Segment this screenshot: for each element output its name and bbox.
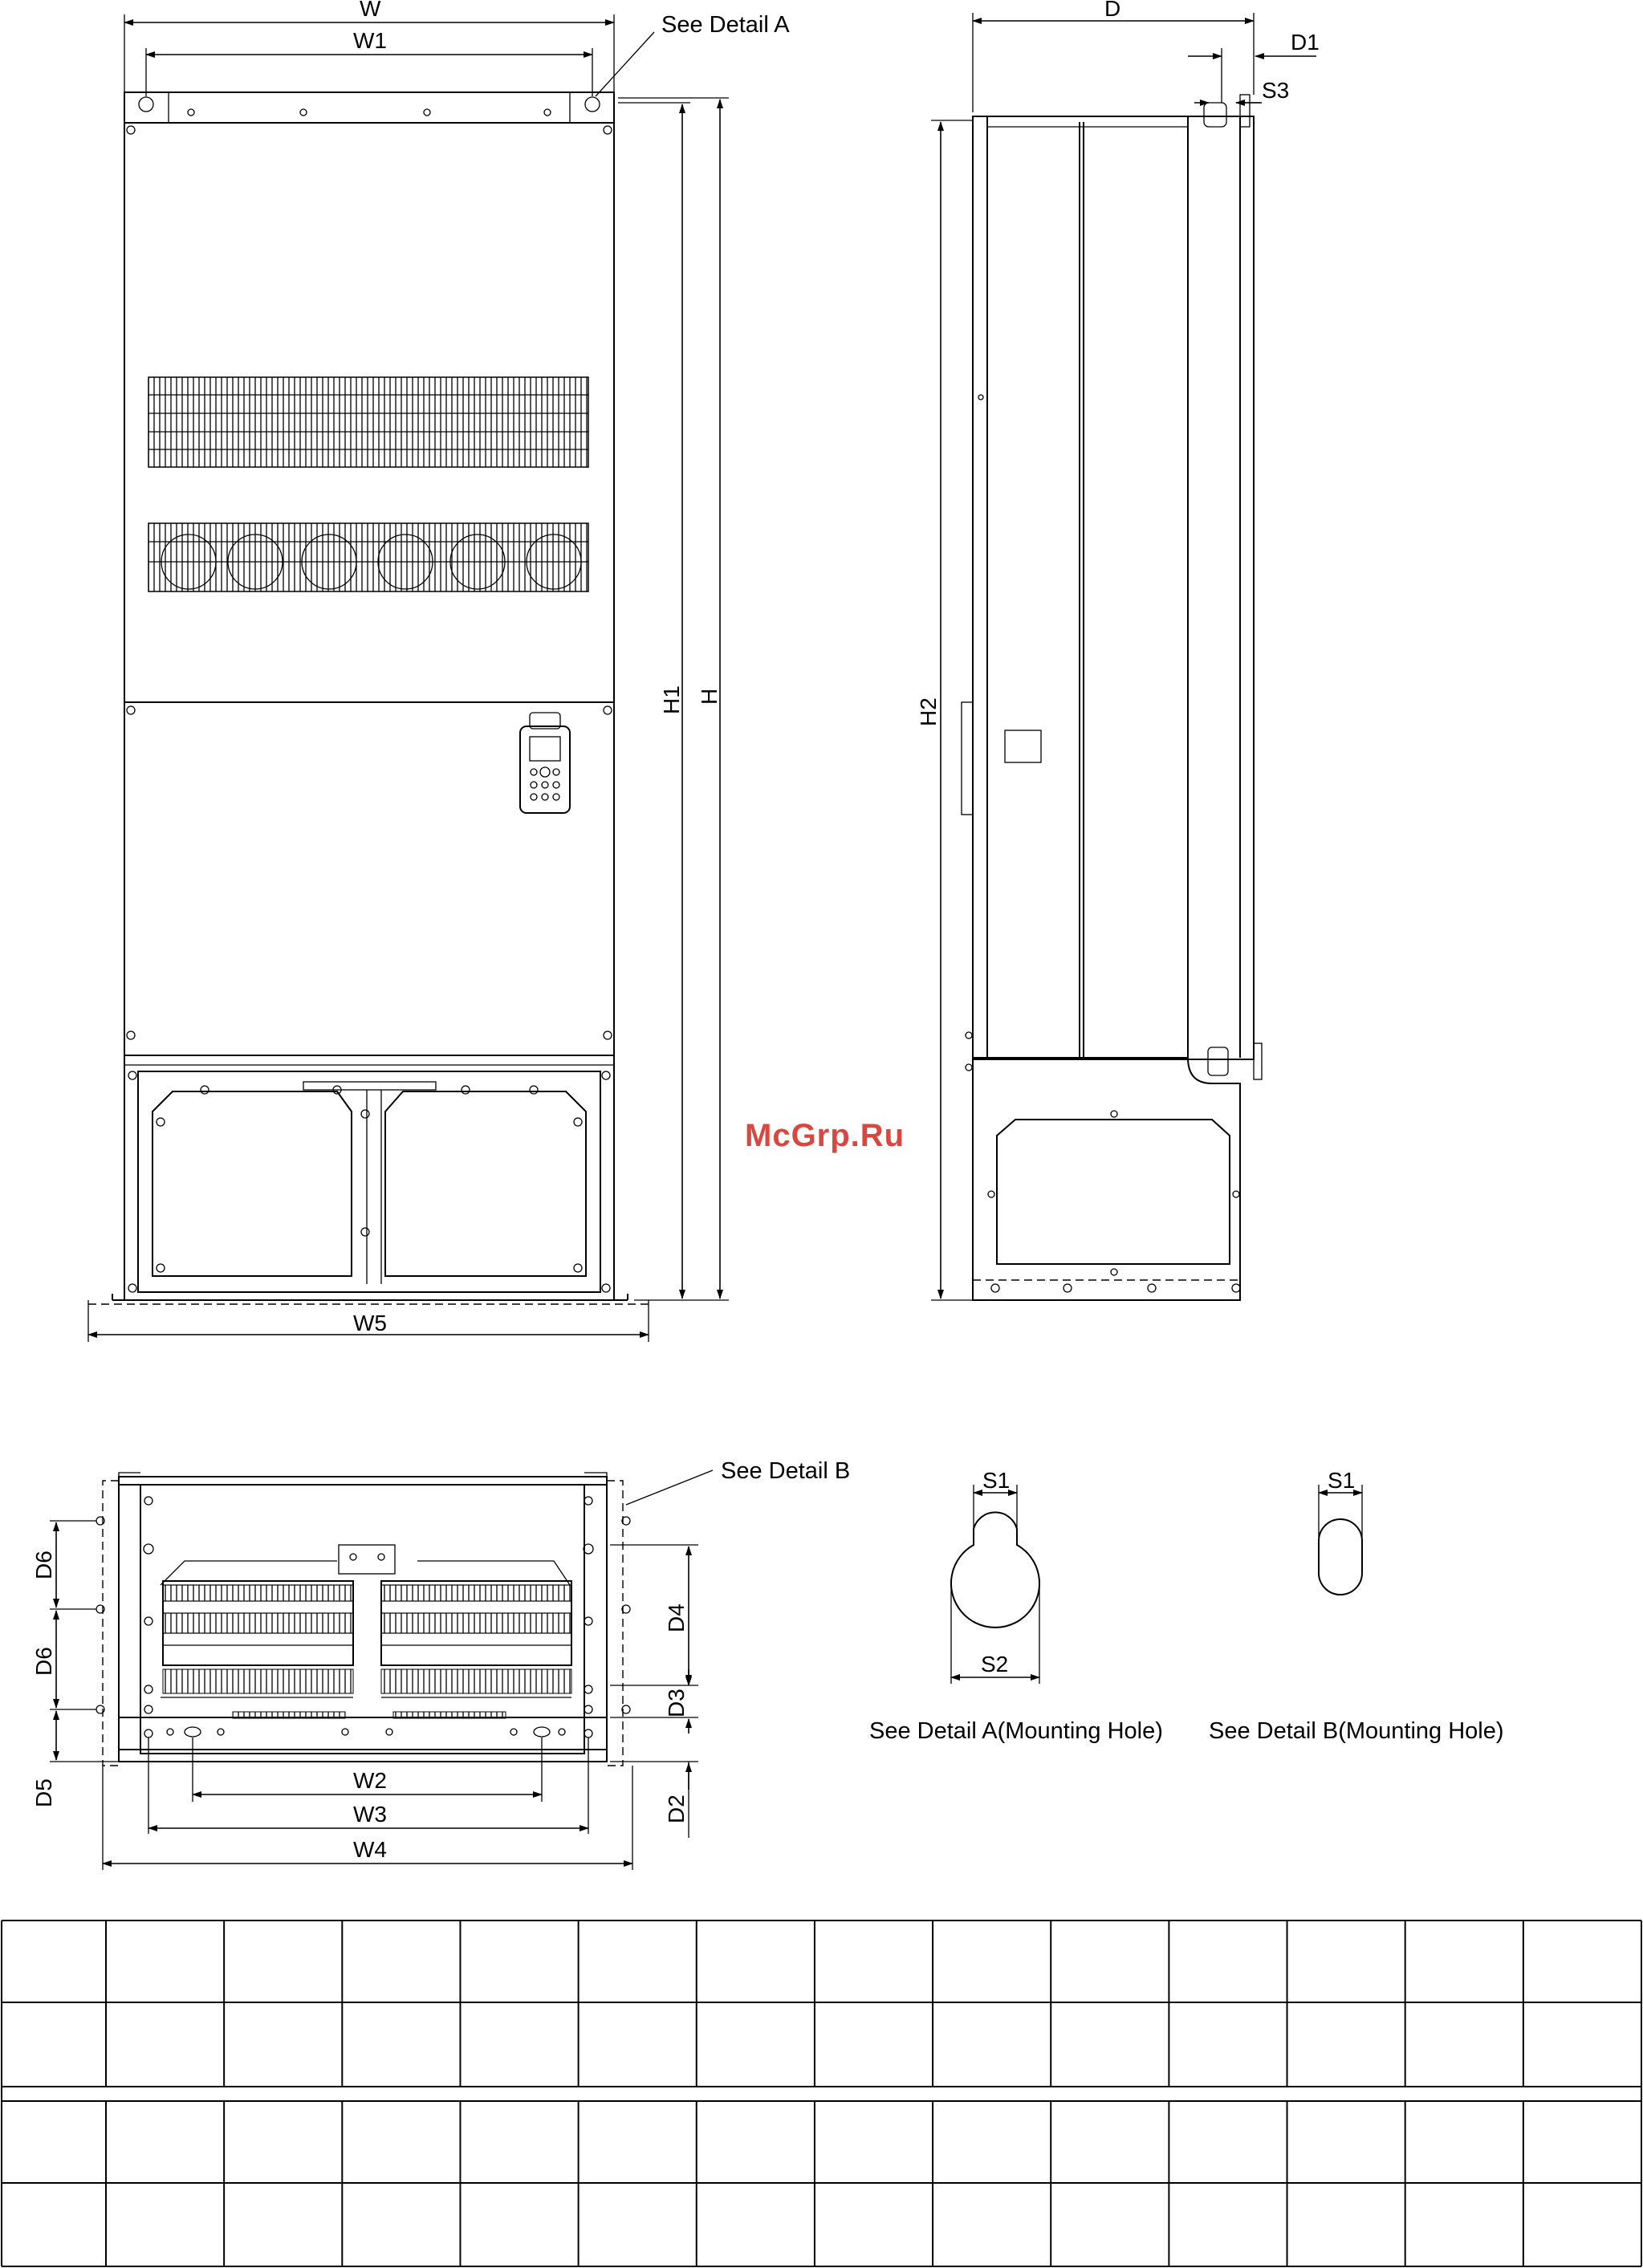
terminal-block-left [163, 1581, 353, 1693]
dim-label-w: W [360, 0, 381, 21]
dim-label-w1: W1 [353, 28, 387, 53]
dim-label-h2: H2 [916, 697, 941, 726]
dim-label-s3: S3 [1262, 78, 1290, 103]
mounting-hole-right [585, 97, 600, 112]
front-base [124, 1055, 614, 1300]
side-body-outline [973, 116, 1254, 1059]
keypad [520, 713, 570, 813]
slot-hole-right [534, 1727, 550, 1737]
dim-label-d4: D4 [664, 1603, 689, 1632]
dim-label-d6-lower: D6 [31, 1647, 56, 1676]
mounting-hole-left [139, 97, 153, 112]
detail-b-caption: See Detail B(Mounting Hole) [1209, 1718, 1504, 1744]
fan-opening-left [153, 1091, 352, 1276]
bottom-view [31, 1458, 850, 1870]
dim-label-w5: W5 [353, 1311, 387, 1335]
dim-label-w4: W4 [353, 1837, 387, 1862]
dim-label-s1-b: S1 [1328, 1468, 1356, 1493]
callout-detail-a: See Detail A [661, 12, 790, 38]
front-vent-lower [148, 523, 588, 591]
front-top-bracket [124, 92, 614, 123]
dim-label-h1: H1 [659, 685, 684, 714]
detail-a-caption: See Detail A(Mounting Hole) [869, 1718, 1163, 1744]
dim-label-w3: W3 [353, 1802, 387, 1827]
slot-mounting-hole [1319, 1519, 1362, 1595]
dim-label-d5: D5 [31, 1778, 56, 1807]
detail-a [869, 1468, 1163, 1744]
dim-label-s2: S2 [981, 1652, 1009, 1677]
dim-label-h: H [697, 688, 722, 705]
side-window [1005, 730, 1041, 762]
fan-opening-right [385, 1091, 586, 1276]
keyhole-mounting-hole [951, 1512, 1039, 1628]
dim-label-d3: D3 [664, 1689, 689, 1717]
side-base-opening [997, 1120, 1230, 1264]
front-view [88, 0, 790, 1342]
front-vent-upper [148, 377, 588, 467]
watermark: McGrp.Ru [745, 1118, 905, 1153]
dim-label-d6-upper: D6 [31, 1551, 56, 1579]
dimension-table [2, 1920, 1641, 2266]
dim-label-s1-a: S1 [982, 1468, 1011, 1493]
dim-label-d: D [1104, 0, 1121, 21]
dim-label-d1: D1 [1291, 30, 1320, 55]
slot-hole-left [185, 1727, 201, 1737]
terminal-block-right [381, 1581, 571, 1693]
dim-label-d2: D2 [664, 1794, 689, 1823]
dim-label-w2: W2 [353, 1768, 387, 1793]
side-view [916, 0, 1320, 1300]
detail-b [1209, 1468, 1504, 1744]
callout-detail-b: See Detail B [721, 1458, 851, 1484]
